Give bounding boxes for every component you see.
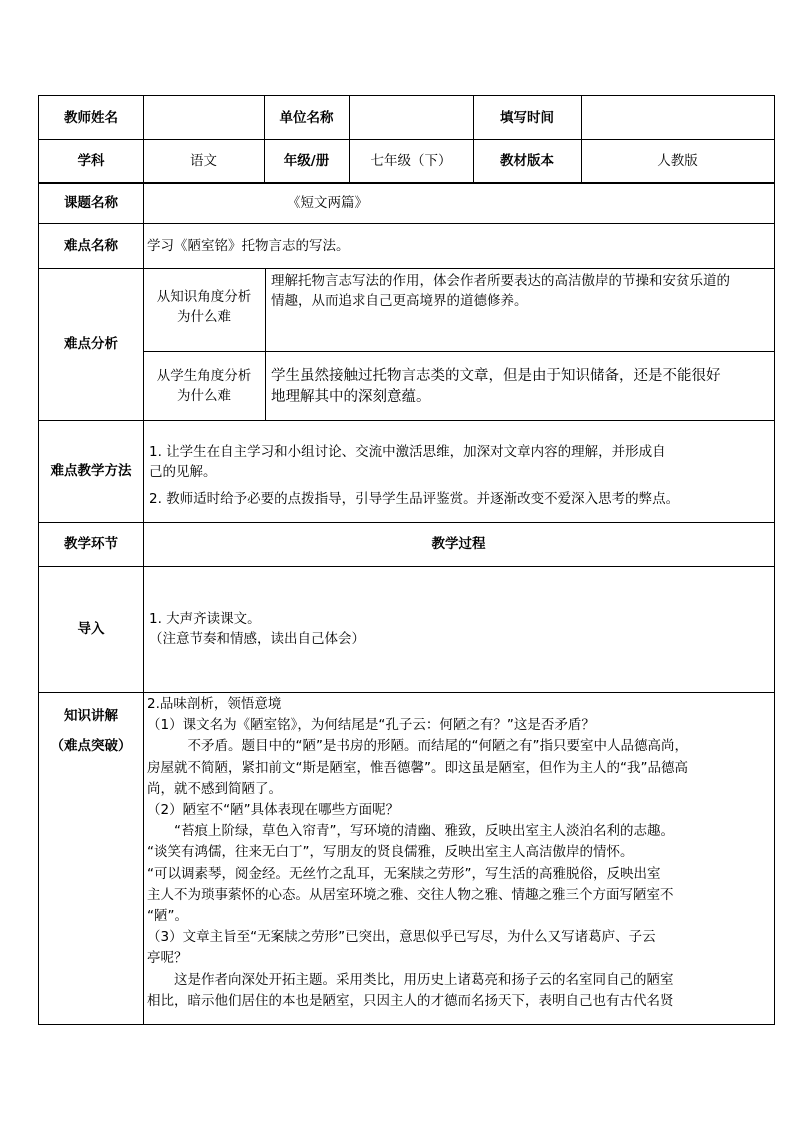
knowledge-text: 2.品味剖析，领悟意境 （1）课文名为《陋室铭》，为何结尾是“孔子云：何陋之有？”这是否矛盾？ 不矛盾。题目中的“陋”是书房的形陋。而结尾的“何陋之有”指只要室中人品德高尚， 房屋就不简陋，紧扣前文“斯是陋室，惟吾德馨”。即这虽是陋室，但作为主人的“我”品德高 尚，就不感到简陋了。 （2）陋室不“陋”具体表现在哪些方面呢？ “苔痕上阶绿，草色入帘青”，写环境的清幽、雅致，反映出室主人淡泊名利的志趣。 “谈笑有鸿儒，往来无白丁”，写朋友的贤良儒雅，反映出室主人高洁傲岸的情怀。 “可以调素琴，阅金经。无丝竹之乱耳，无案牍之劳形”，写生活的高雅脱俗，反映出室 主人不为琐事萦怀的心态。从居室环境之雅、交往人物之雅、情趣之雅三个方面写陋室不 “陋”。 （3）文章主旨至“无案牍之劳形”已突出，意思似乎已写尽，为什么又写诸葛庐、子云 亭呢？ 这是作者向深处开拓主题。采用类比，用历史上诸葛亮和扬子云的名室同自己的陋室 相比，暗示他们居住的本也是陋室，只因主人的才德而名扬天下，表明自己也有古代名贤 [147,696,688,1009]
process-header: 教学过程 [431,536,486,552]
knowledge-label: 知识讲解 （难点突破） [50,708,132,754]
unit-name-value [349,96,473,139]
lesson-plan-table [38,95,775,1025]
grade-label: 年级/册 [283,152,330,169]
student-angle-text: 学生虽然接触过托物言志类的文章，但是由于知识储备，还是不能很好 地理解其中的深刻意蕴。 [271,368,721,405]
knowledge-angle-label: 从知识角度分析 为什么难 [156,289,252,325]
method-text: 1. 让学生在自主学习和小组讨论、交流中激活思维，加深对文章内容的理解，并形成自 己的见解。 2. 教师适时给予必要的点拨指导，引导学生品评鉴赏。并逐渐改变不爱深入思考的弊点。 [149,444,680,507]
row-divider [39,223,774,224]
edition-label: 教材版本 [500,152,554,169]
row-divider [39,566,774,567]
row-divider [39,182,774,184]
row-divider [39,420,774,421]
method-label: 难点教学方法 [50,463,132,479]
subject-label: 学科 [77,152,105,169]
row-divider [39,692,774,693]
intro-label: 导入 [77,621,105,637]
teacher-name-label: 教师姓名 [64,109,118,126]
teacher-name-value [143,96,264,139]
row-divider [39,268,774,269]
grade-value: 七年级（下） [370,152,452,169]
intro-text: 1. 大声齐读课文。 （注意节奏和情感，读出自己体会） [149,611,365,647]
difficulty-label: 难点名称 [64,237,118,254]
stage-header: 教学环节 [64,536,118,552]
difficulty-value: 学习《陋室铭》托物言志的写法。 [147,238,350,254]
fill-date-value [581,96,774,139]
topic-value: 《短文两篇》 [287,195,368,211]
fill-date-label: 填写时间 [500,109,554,126]
column-divider [265,268,266,420]
subject-value: 语文 [190,152,217,169]
student-angle-label: 从学生角度分析 为什么难 [156,368,252,404]
edition-value: 人教版 [657,152,698,169]
row-divider [143,351,774,352]
topic-label: 课题名称 [64,195,118,211]
analysis-label: 难点分析 [64,336,118,352]
knowledge-angle-text: 理解托物言志写法的作用，体会作者所要表达的高洁傲岸的节操和安贫乐道的 情趣，从而追求自己更高境界的道德修养。 [271,273,730,309]
unit-name-label: 单位名称 [279,109,334,126]
